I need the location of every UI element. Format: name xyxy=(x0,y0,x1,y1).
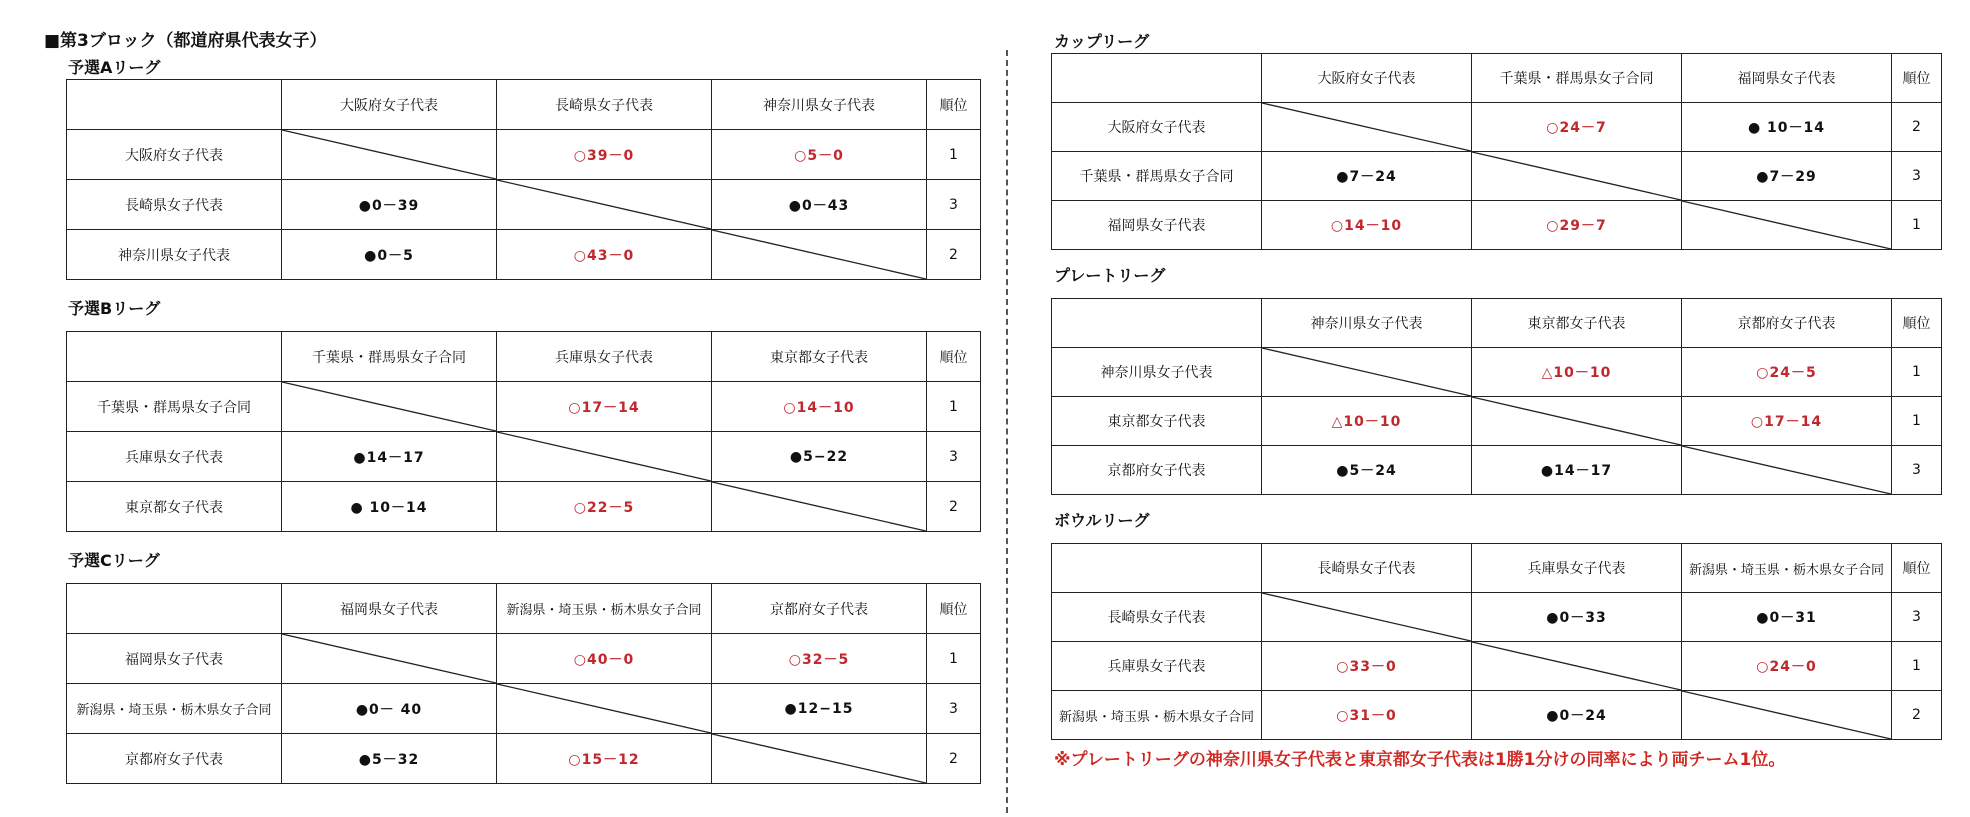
column-header: 長崎県女子代表 xyxy=(1262,544,1472,593)
diagonal-line xyxy=(497,432,711,481)
score-cell: △10－10 xyxy=(1472,348,1682,397)
row-team-name: 千葉県・群馬県女子合同 xyxy=(1052,152,1262,201)
score-cell: ●14－17 xyxy=(282,432,497,482)
column-header: 東京都女子代表 xyxy=(712,332,927,382)
row-team-name: 千葉県・群馬県女子合同 xyxy=(67,382,282,432)
rank-cell: 3 xyxy=(1892,446,1942,495)
row-team-name: 神奈川県女子代表 xyxy=(1052,348,1262,397)
table-row xyxy=(67,230,981,280)
row-team-name: 長崎県女子代表 xyxy=(1052,593,1262,642)
self-match-cell xyxy=(1682,446,1892,495)
rank-cell: 2 xyxy=(927,734,981,784)
corner-cell xyxy=(1052,544,1262,593)
diagonal-line xyxy=(1262,593,1471,641)
score-cell: ●0－39 xyxy=(282,180,497,230)
row-team-name: 兵庫県女子代表 xyxy=(67,432,282,482)
rank-cell: 1 xyxy=(927,130,981,180)
score-cell: ○22－5 xyxy=(497,482,712,532)
self-match-cell xyxy=(1472,152,1682,201)
rank-cell: 1 xyxy=(1892,348,1942,397)
corner-cell xyxy=(67,332,282,382)
league-table-c xyxy=(66,583,981,784)
rank-header: 順位 xyxy=(1892,54,1942,103)
league-table-a xyxy=(66,79,981,280)
rank-cell: 1 xyxy=(927,382,981,432)
row-team-name: 京都府女子代表 xyxy=(67,734,282,784)
league-table-bowl xyxy=(1051,543,1942,740)
row-team-name: 神奈川県女子代表 xyxy=(67,230,282,280)
column-header: 千葉県・群馬県女子合同 xyxy=(282,332,497,382)
score-cell: ●5－24 xyxy=(1262,446,1472,495)
column-header: 福岡県女子代表 xyxy=(1682,54,1892,103)
column-header: 京都府女子代表 xyxy=(1682,299,1892,348)
score-cell: ●0－43 xyxy=(712,180,927,230)
rank-cell: 2 xyxy=(1892,691,1942,740)
row-team-name: 長崎県女子代表 xyxy=(67,180,282,230)
row-team-name: 福岡県女子代表 xyxy=(1052,201,1262,250)
diagonal-line xyxy=(1472,642,1681,690)
self-match-cell xyxy=(1472,397,1682,446)
score-cell: ○17－14 xyxy=(497,382,712,432)
column-header: 新潟県・埼玉県・栃木県女子合同 xyxy=(1682,544,1892,593)
row-team-name: 新潟県・埼玉県・栃木県女子合同 xyxy=(1052,691,1262,740)
rank-cell: 1 xyxy=(1892,397,1942,446)
diagonal-line xyxy=(282,634,496,683)
row-team-name: 新潟県・埼玉県・栃木県女子合同 xyxy=(67,684,282,734)
league-title-bowl: ボウルリーグ xyxy=(1054,511,1150,530)
score-cell: ○43－0 xyxy=(497,230,712,280)
self-match-cell xyxy=(1682,201,1892,250)
league-title-b: 予選Bリーグ xyxy=(68,299,161,318)
rank-cell: 3 xyxy=(1892,593,1942,642)
table-row xyxy=(1052,152,1942,201)
score-cell: ●7－24 xyxy=(1262,152,1472,201)
column-header: 京都府女子代表 xyxy=(712,584,927,634)
self-match-cell xyxy=(282,130,497,180)
table-row xyxy=(67,734,981,784)
table-row xyxy=(1052,593,1942,642)
league-title-a: 予選Aリーグ xyxy=(68,58,161,77)
score-cell: ●0－33 xyxy=(1472,593,1682,642)
diagonal-line xyxy=(1472,397,1681,445)
rank-header: 順位 xyxy=(927,584,981,634)
table-row xyxy=(1052,103,1942,152)
score-cell: ●7－29 xyxy=(1682,152,1892,201)
corner-cell xyxy=(67,584,282,634)
table-row xyxy=(67,180,981,230)
table-row xyxy=(67,432,981,482)
column-header: 兵庫県女子代表 xyxy=(497,332,712,382)
rank-cell: 1 xyxy=(1892,201,1942,250)
column-header: 大阪府女子代表 xyxy=(282,80,497,130)
column-header: 長崎県女子代表 xyxy=(497,80,712,130)
score-cell: ○14－10 xyxy=(712,382,927,432)
score-cell: ●0－24 xyxy=(1472,691,1682,740)
table-row xyxy=(1052,642,1942,691)
column-header: 東京都女子代表 xyxy=(1472,299,1682,348)
self-match-cell xyxy=(1262,593,1472,642)
table-row xyxy=(67,382,981,432)
column-header: 新潟県・埼玉県・栃木県女子合同 xyxy=(497,584,712,634)
rank-cell: 2 xyxy=(927,482,981,532)
rank-cell: 2 xyxy=(927,230,981,280)
column-header: 福岡県女子代表 xyxy=(282,584,497,634)
score-cell: ●12−15 xyxy=(712,684,927,734)
self-match-cell xyxy=(712,230,927,280)
self-match-cell xyxy=(497,684,712,734)
score-cell: ● 10－14 xyxy=(1682,103,1892,152)
score-cell: ○5－0 xyxy=(712,130,927,180)
row-team-name: 福岡県女子代表 xyxy=(67,634,282,684)
league-note: ※プレートリーグの神奈川県女子代表と東京都女子代表は1勝1分けの同率により両チーム1位。 xyxy=(1054,750,1786,770)
table-row xyxy=(1052,348,1942,397)
rank-cell: 2 xyxy=(1892,103,1942,152)
score-cell: ○39－0 xyxy=(497,130,712,180)
score-cell: ○15－12 xyxy=(497,734,712,784)
diagonal-line xyxy=(712,734,926,783)
league-title-cup: カップリーグ xyxy=(1054,32,1150,51)
self-match-cell xyxy=(712,482,927,532)
table-row xyxy=(67,684,981,734)
rank-cell: 3 xyxy=(1892,152,1942,201)
rank-cell: 1 xyxy=(1892,642,1942,691)
score-cell: ○31－0 xyxy=(1262,691,1472,740)
diagonal-line xyxy=(1472,152,1681,200)
table-row xyxy=(67,130,981,180)
page-divider xyxy=(1006,50,1008,813)
score-cell: ● 10－14 xyxy=(282,482,497,532)
corner-cell xyxy=(67,80,282,130)
row-team-name: 東京都女子代表 xyxy=(67,482,282,532)
score-cell: ○24－5 xyxy=(1682,348,1892,397)
rank-header: 順位 xyxy=(1892,544,1942,593)
score-cell: ○24－0 xyxy=(1682,642,1892,691)
diagonal-line xyxy=(1262,348,1471,396)
diagonal-line xyxy=(282,130,496,179)
self-match-cell xyxy=(282,382,497,432)
diagonal-line xyxy=(497,180,711,229)
score-cell: ●0－31 xyxy=(1682,593,1892,642)
self-match-cell xyxy=(712,734,927,784)
table-row xyxy=(1052,446,1942,495)
self-match-cell xyxy=(497,180,712,230)
self-match-cell xyxy=(1262,103,1472,152)
rank-header: 順位 xyxy=(1892,299,1942,348)
column-header: 神奈川県女子代表 xyxy=(712,80,927,130)
league-table-cup xyxy=(1051,53,1942,250)
block-title: ■第3ブロック（都道府県代表女子） xyxy=(44,31,327,51)
diagonal-line xyxy=(497,684,711,733)
row-team-name: 兵庫県女子代表 xyxy=(1052,642,1262,691)
league-table-plate xyxy=(1051,298,1942,495)
rank-cell: 3 xyxy=(927,432,981,482)
diagonal-line xyxy=(1682,691,1891,739)
row-team-name: 京都府女子代表 xyxy=(1052,446,1262,495)
rank-header: 順位 xyxy=(927,80,981,130)
score-cell: ●0－ 40 xyxy=(282,684,497,734)
table-row xyxy=(1052,201,1942,250)
diagonal-line xyxy=(1682,201,1891,249)
score-cell: ○17－14 xyxy=(1682,397,1892,446)
score-cell: ●0－5 xyxy=(282,230,497,280)
score-cell: ○24－7 xyxy=(1472,103,1682,152)
self-match-cell xyxy=(282,634,497,684)
rank-cell: 3 xyxy=(927,684,981,734)
score-cell: ○40－0 xyxy=(497,634,712,684)
column-header: 神奈川県女子代表 xyxy=(1262,299,1472,348)
diagonal-line xyxy=(1262,103,1471,151)
column-header: 兵庫県女子代表 xyxy=(1472,544,1682,593)
score-cell: ○29－7 xyxy=(1472,201,1682,250)
table-row xyxy=(1052,397,1942,446)
score-cell: △10－10 xyxy=(1262,397,1472,446)
diagonal-line xyxy=(712,230,926,279)
league-title-c: 予選Cリーグ xyxy=(68,551,160,570)
rank-header: 順位 xyxy=(927,332,981,382)
score-cell: ○33－0 xyxy=(1262,642,1472,691)
self-match-cell xyxy=(497,432,712,482)
rank-cell: 1 xyxy=(927,634,981,684)
diagonal-line xyxy=(282,382,496,431)
self-match-cell xyxy=(1682,691,1892,740)
table-row xyxy=(67,634,981,684)
diagonal-line xyxy=(712,482,926,531)
score-cell: ●5−22 xyxy=(712,432,927,482)
score-cell: ●5－32 xyxy=(282,734,497,784)
score-cell: ●14－17 xyxy=(1472,446,1682,495)
score-cell: ○14－10 xyxy=(1262,201,1472,250)
table-row xyxy=(67,482,981,532)
column-header: 千葉県・群馬県女子合同 xyxy=(1472,54,1682,103)
self-match-cell xyxy=(1262,348,1472,397)
rank-cell: 3 xyxy=(927,180,981,230)
league-table-b xyxy=(66,331,981,532)
corner-cell xyxy=(1052,299,1262,348)
row-team-name: 東京都女子代表 xyxy=(1052,397,1262,446)
row-team-name: 大阪府女子代表 xyxy=(67,130,282,180)
score-cell: ○32－5 xyxy=(712,634,927,684)
column-header: 大阪府女子代表 xyxy=(1262,54,1472,103)
table-row xyxy=(1052,691,1942,740)
self-match-cell xyxy=(1472,642,1682,691)
diagonal-line xyxy=(1682,446,1891,494)
league-title-plate: プレートリーグ xyxy=(1054,266,1166,285)
corner-cell xyxy=(1052,54,1262,103)
row-team-name: 大阪府女子代表 xyxy=(1052,103,1262,152)
